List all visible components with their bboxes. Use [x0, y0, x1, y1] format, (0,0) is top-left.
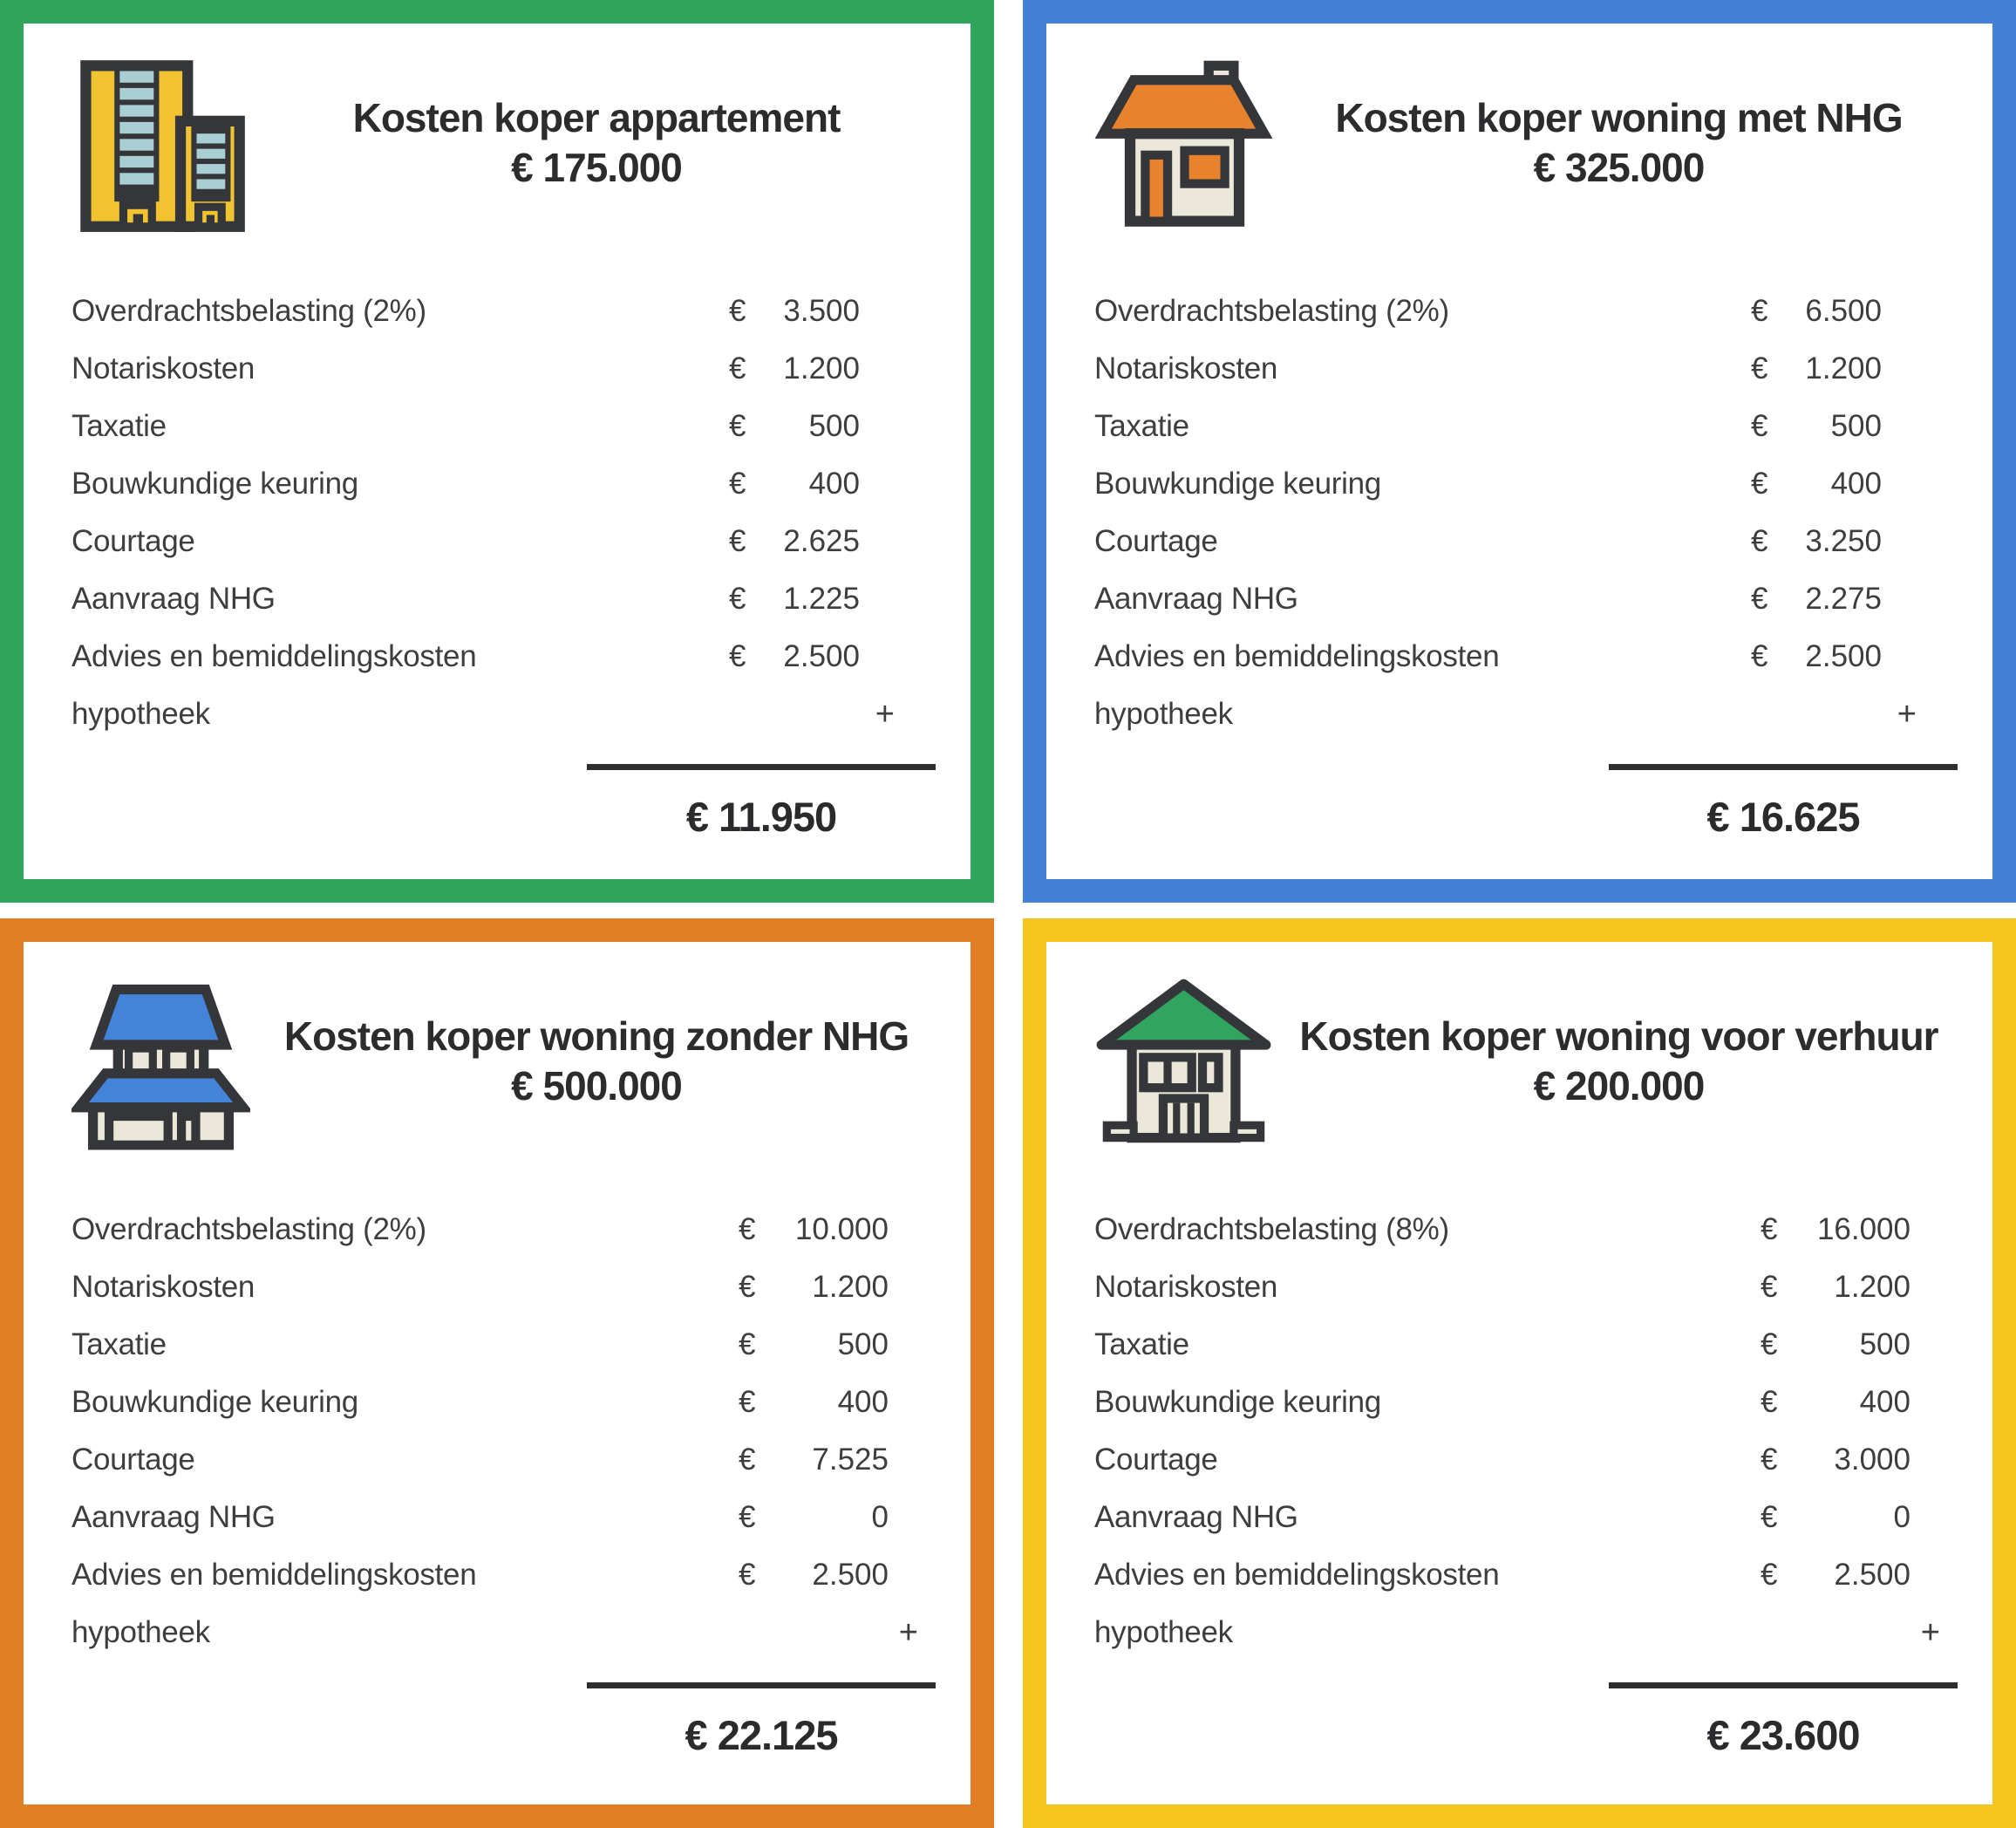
panel-title-block [250, 973, 943, 1111]
cost-amount: 2.500 [1834, 1558, 1910, 1592]
currency-symbol: € [729, 409, 746, 443]
cost-row [1094, 628, 1965, 686]
apartment-buildings-icon [72, 55, 250, 234]
cost-value [1751, 351, 1882, 386]
cost-row [1094, 1489, 1965, 1546]
cost-amount: 3.000 [1834, 1443, 1910, 1477]
cost-value [1761, 1270, 1910, 1305]
cost-row [72, 628, 943, 686]
cost-label: Bouwkundige keuring [72, 467, 358, 501]
currency-symbol: € [739, 1327, 756, 1361]
cost-row [72, 1316, 943, 1374]
currency-symbol: € [1761, 1500, 1778, 1534]
cost-label: hypotheek [72, 697, 210, 731]
cost-amount: 1.200 [1805, 351, 1882, 385]
cost-label: Aanvraag NHG [1094, 1500, 1298, 1534]
cost-value [729, 294, 860, 329]
cost-value [729, 409, 860, 444]
cost-label: Advies en bemiddelingskosten [1094, 639, 1500, 673]
cost-amount: 2.275 [1805, 582, 1882, 616]
cost-label: Overdrachtsbelasting (2%) [72, 1212, 426, 1246]
house-orange-roof-icon [1094, 55, 1273, 234]
cost-label: Courtage [72, 524, 195, 558]
cost-amount: 500 [1859, 1327, 1910, 1361]
panel-appartement [0, 0, 994, 903]
plus-sign: + [898, 1613, 918, 1651]
cost-row [72, 1431, 943, 1489]
cost-value [739, 1443, 889, 1477]
cost-row [72, 1546, 943, 1604]
panel-header [72, 973, 943, 1152]
currency-symbol: € [739, 1500, 756, 1534]
panel-title: Kosten koper woning voor verhuur [1299, 1013, 1938, 1059]
cost-label: Notariskosten [1094, 1270, 1278, 1304]
cost-label: Taxatie [72, 1327, 167, 1361]
cost-label: Advies en bemiddelingskosten [1094, 1558, 1500, 1592]
cost-amount: 0 [871, 1500, 889, 1534]
cost-amount: 0 [1893, 1500, 1910, 1534]
sum-line [587, 1682, 936, 1688]
currency-symbol: € [1751, 467, 1768, 501]
panel-title: Kosten koper woning met NHG [1335, 95, 1903, 140]
cost-amount: 1.200 [783, 351, 860, 385]
cost-row [72, 283, 943, 340]
currency-symbol: € [739, 1212, 756, 1246]
cost-value [1761, 1443, 1910, 1477]
cost-label: Bouwkundige keuring [72, 1385, 358, 1419]
cost-label: Advies en bemiddelingskosten [72, 639, 477, 673]
cost-amount: 3.250 [1805, 524, 1882, 558]
cost-amount: 2.500 [1805, 639, 1882, 673]
cost-amount: 400 [1830, 467, 1882, 501]
cost-label: Bouwkundige keuring [1094, 1385, 1381, 1419]
currency-symbol: € [729, 582, 746, 616]
cost-value [729, 467, 860, 501]
cost-amount: 2.500 [783, 639, 860, 673]
cost-label: hypotheek [72, 1615, 210, 1649]
currency-symbol: € [1751, 524, 1768, 558]
cost-row [72, 1258, 943, 1316]
cost-row [72, 1374, 943, 1431]
cost-label: Advies en bemiddelingskosten [72, 1558, 477, 1592]
panel-title-block [1273, 973, 1965, 1111]
currency-symbol: € [739, 1558, 756, 1592]
cost-value [1751, 467, 1882, 501]
cost-value [739, 1385, 889, 1420]
cost-row [1094, 455, 1965, 513]
cost-row [1094, 1201, 1965, 1258]
cost-label: Notariskosten [1094, 351, 1278, 385]
cost-amount: 6.500 [1805, 294, 1882, 328]
cost-label: Aanvraag NHG [72, 1500, 276, 1534]
cost-label: Notariskosten [72, 351, 255, 385]
sum-line [587, 764, 936, 770]
cost-amount: 400 [837, 1385, 889, 1419]
currency-symbol: € [1761, 1212, 1778, 1246]
panel-price: € 325.000 [1533, 145, 1705, 191]
cost-amount: 2.500 [812, 1558, 889, 1592]
cost-value [1761, 1558, 1910, 1593]
cost-value [1761, 1212, 1910, 1247]
currency-symbol: € [739, 1443, 756, 1477]
cost-value [1751, 524, 1882, 559]
cost-label: Aanvraag NHG [1094, 582, 1298, 616]
cost-row [1094, 1374, 1965, 1431]
cost-label: Courtage [1094, 1443, 1218, 1477]
cost-row-hypotheek [1094, 1604, 1965, 1661]
cost-table [72, 1201, 943, 1661]
total-amount: € 11.950 [685, 794, 837, 840]
cost-row [1094, 340, 1965, 398]
cost-row [1094, 570, 1965, 628]
panel-header [1094, 55, 1965, 234]
panel-woning-met-nhg [1023, 0, 2016, 903]
cost-value [729, 582, 860, 617]
cost-label: Bouwkundige keuring [1094, 467, 1381, 501]
cost-value [1751, 582, 1882, 617]
currency-symbol: € [1751, 582, 1768, 616]
panel-price: € 200.000 [1533, 1063, 1705, 1109]
cost-amount: 500 [808, 409, 860, 443]
cost-table [1094, 283, 1965, 743]
plus-sign: + [1920, 1613, 1940, 1651]
plus-sign: + [1897, 695, 1917, 733]
cost-row [1094, 283, 1965, 340]
cost-label: Taxatie [72, 409, 167, 443]
total-amount: € 22.125 [684, 1712, 838, 1758]
cost-row [1094, 1546, 1965, 1604]
cost-value [739, 1270, 889, 1305]
currency-symbol: € [1761, 1385, 1778, 1419]
panel-header [1094, 973, 1965, 1152]
currency-symbol: € [1761, 1270, 1778, 1304]
currency-symbol: € [739, 1385, 756, 1419]
cost-value [1751, 409, 1882, 444]
cost-value [739, 1212, 889, 1247]
cost-value [1751, 639, 1882, 674]
cost-amount: 2.625 [783, 524, 860, 558]
cost-amount: 10.000 [794, 1212, 889, 1246]
cost-row [1094, 1258, 1965, 1316]
currency-symbol: € [1751, 409, 1768, 443]
panel-woning-zonder-nhg [0, 918, 994, 1828]
cost-amount: 1.200 [1834, 1270, 1910, 1304]
cost-row [72, 513, 943, 570]
panel-title-block [1273, 55, 1965, 193]
cost-row [72, 340, 943, 398]
cost-row-hypotheek [72, 686, 943, 743]
cost-amount: 400 [1859, 1385, 1910, 1419]
cost-label: Taxatie [1094, 1327, 1189, 1361]
cost-label: Overdrachtsbelasting (2%) [1094, 294, 1449, 328]
total-amount: € 23.600 [1706, 1712, 1860, 1758]
currency-symbol: € [1751, 639, 1768, 673]
cost-amount: 500 [1830, 409, 1882, 443]
cost-value [1761, 1500, 1910, 1535]
cost-value [739, 1558, 889, 1593]
currency-symbol: € [1761, 1558, 1778, 1592]
cost-label: Overdrachtsbelasting (8%) [1094, 1212, 1449, 1246]
cost-value [729, 351, 860, 386]
cost-amount: 400 [808, 467, 860, 501]
cost-label: Courtage [1094, 524, 1218, 558]
cost-table [1094, 1201, 1965, 1661]
panel-price: € 175.000 [511, 145, 682, 191]
cost-row [72, 1201, 943, 1258]
cost-label: Courtage [72, 1443, 195, 1477]
total-amount: € 16.625 [1706, 794, 1860, 840]
cost-value [1761, 1385, 1910, 1420]
currency-symbol: € [729, 524, 746, 558]
cost-table [72, 283, 943, 743]
cost-row [72, 398, 943, 455]
cost-label: Taxatie [1094, 409, 1189, 443]
cost-row [1094, 398, 1965, 455]
cost-label: hypotheek [1094, 1615, 1233, 1649]
cost-amount: 500 [837, 1327, 889, 1361]
cost-row [72, 570, 943, 628]
cost-value [739, 1500, 889, 1535]
currency-symbol: € [729, 639, 746, 673]
cost-row [1094, 513, 1965, 570]
plus-sign: + [875, 695, 895, 733]
cost-value [739, 1327, 889, 1362]
currency-symbol: € [729, 351, 746, 385]
cost-row [72, 1489, 943, 1546]
cost-value [1761, 1327, 1910, 1362]
cost-amount: 1.225 [783, 582, 860, 616]
cost-value [729, 639, 860, 674]
sum-line [1609, 1682, 1958, 1688]
cost-label: Aanvraag NHG [72, 582, 276, 616]
cost-label: Notariskosten [72, 1270, 255, 1304]
currency-symbol: € [739, 1270, 756, 1304]
currency-symbol: € [1751, 351, 1768, 385]
cost-amount: 16.000 [1816, 1212, 1910, 1246]
panel-title: Kosten koper appartement [352, 95, 841, 140]
currency-symbol: € [1751, 294, 1768, 328]
two-story-house-blue-roof-icon [72, 973, 250, 1152]
currency-symbol: € [1761, 1443, 1778, 1477]
cost-label: hypotheek [1094, 697, 1233, 731]
cost-amount: 3.500 [783, 294, 860, 328]
currency-symbol: € [1761, 1327, 1778, 1361]
cost-value [729, 524, 860, 559]
cost-value [1751, 294, 1882, 329]
cost-amount: 7.525 [812, 1443, 889, 1477]
panel-title-block [250, 55, 943, 193]
panel-woning-voor-verhuur [1023, 918, 2016, 1828]
cost-row [72, 455, 943, 513]
house-green-roof-icon [1094, 973, 1273, 1152]
currency-symbol: € [729, 294, 746, 328]
sum-line [1609, 764, 1958, 770]
cost-row-hypotheek [72, 1604, 943, 1661]
cost-label: Overdrachtsbelasting (2%) [72, 294, 426, 328]
panel-header [72, 55, 943, 234]
currency-symbol: € [729, 467, 746, 501]
panel-price: € 500.000 [511, 1063, 682, 1109]
cost-amount: 1.200 [812, 1270, 889, 1304]
cost-row-hypotheek [1094, 686, 1965, 743]
cost-row [1094, 1316, 1965, 1374]
panel-title: Kosten koper woning zonder NHG [283, 1013, 909, 1059]
cost-row [1094, 1431, 1965, 1489]
